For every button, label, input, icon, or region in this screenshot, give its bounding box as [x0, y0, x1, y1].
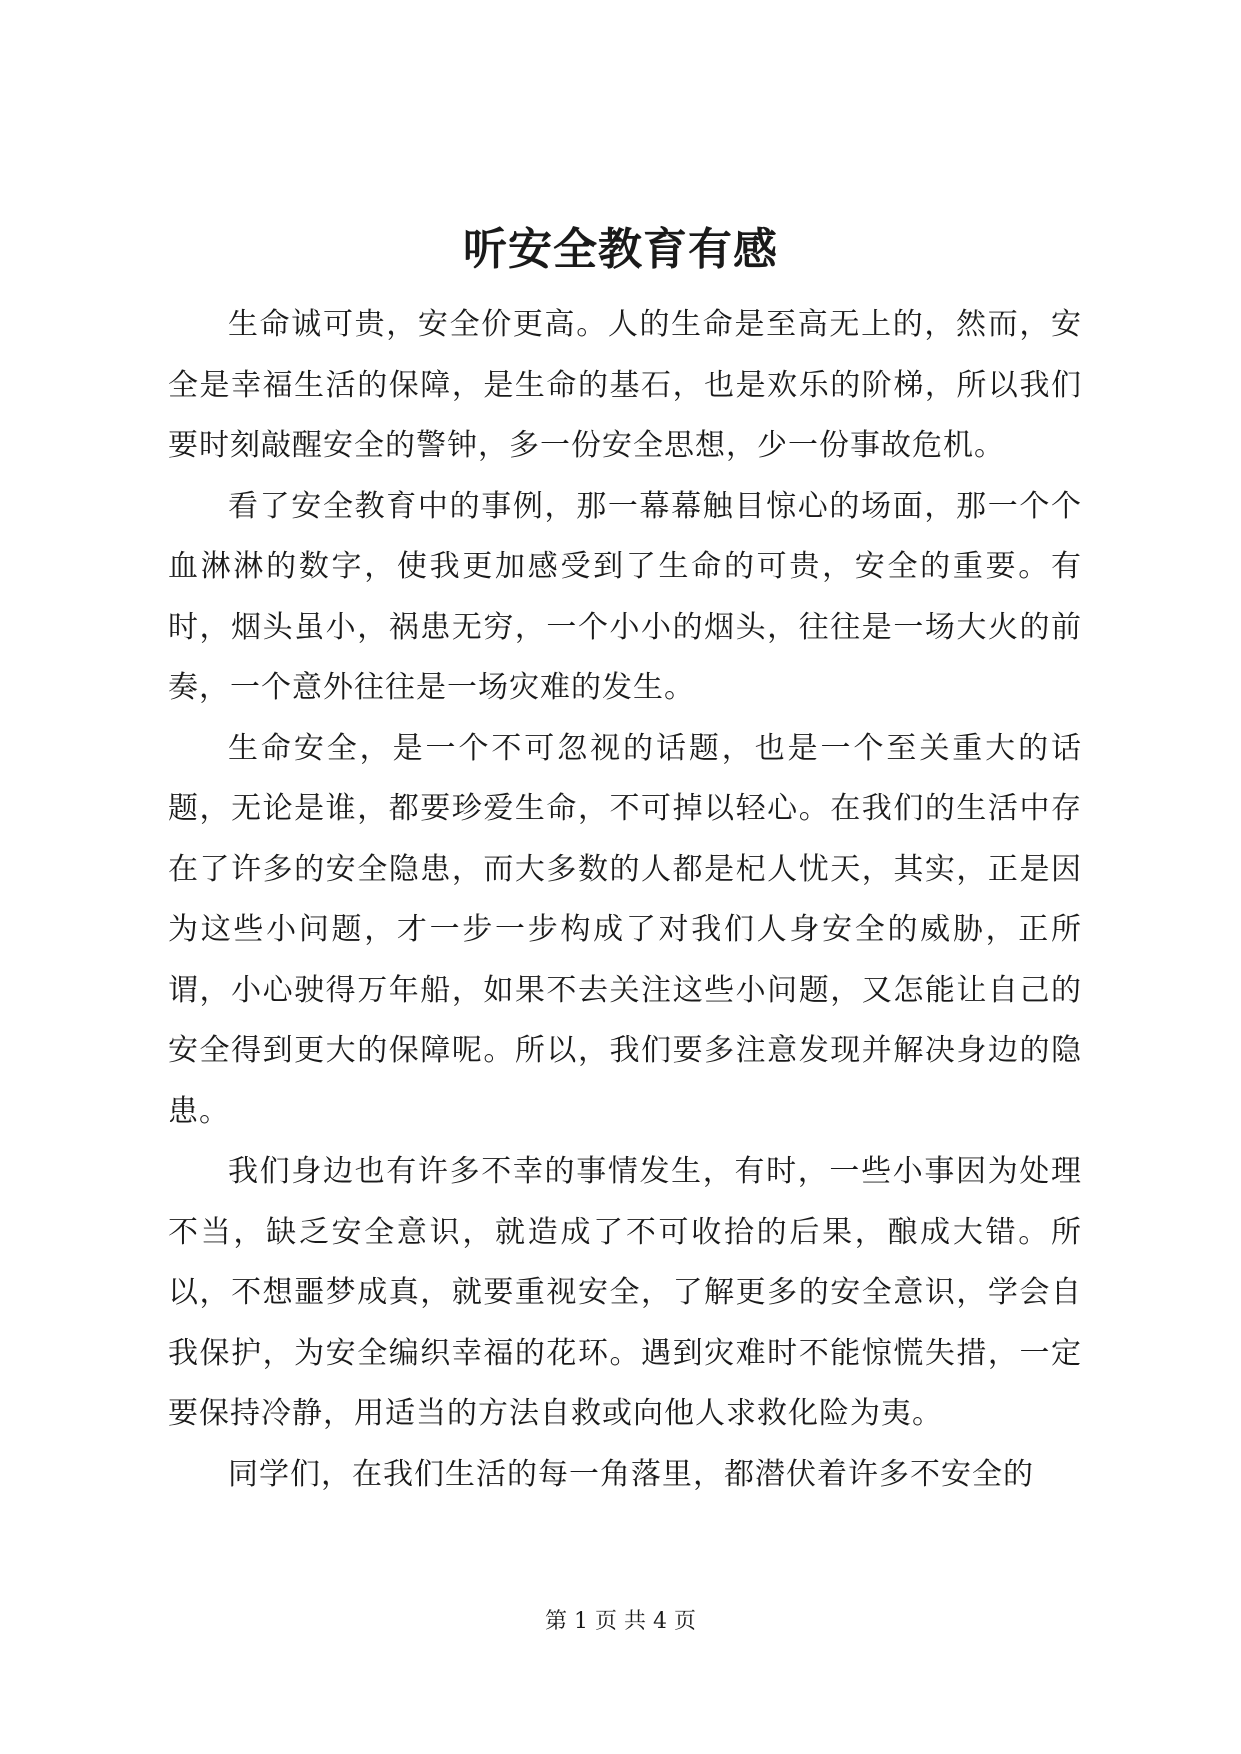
paragraph-2: 看了安全教育中的事例，那一幕幕触目惊心的场面，那一个个血淋淋的数字，使我更加感受到了生命的可贵，安全的重要。有时，烟头虽小，祸患无穷，一个小小的烟头，往往是一场大火的前奏，一个意外往往是一场灾难的发生。 [168, 488, 1082, 705]
document-title: 听安全教育有感 [463, 224, 778, 275]
page-number-footer: 第 1 页 共 4 页 [545, 1609, 696, 1634]
paragraph-4: 我们身边也有许多不幸的事情发生，有时，一些小事因为处理不当，缺乏安全意识，就造成了不可收拾的后果，酿成大错。所以，不想噩梦成真，就要重视安全，了解更多的安全意识，学会自我保护，为安全编织幸福的花环。遇到灾难时不能惊慌失措，一定要保持冷静，用适当的方法自救或向他人求救化险为夷。 [168, 1154, 1082, 1431]
paragraph-5: 同学们，在我们生活的每一角落里，都潜伏着许多不安全的 [228, 1456, 1034, 1492]
document-body [168, 295, 1082, 1505]
paragraph-3: 生命安全，是一个不可忽视的话题，也是一个至关重大的话题，无论是谁，都要珍爱生命，不可掉以轻心。在我们的生活中存在了许多的安全隐患，而大多数的人都是杞人忧天，其实，正是因为这些小问题，才一步一步构成了对我们人身安全的威胁，正所谓，小心驶得万年船，如果不去关注这些小问题，又怎能让自己的安全得到更大的保障呢。所以，我们要多注意发现并解决身边的隐患。 [168, 730, 1082, 1129]
paragraph-1: 生命诚可贵，安全价更高。人的生命是至高无上的，然而，安全是幸福生活的保障，是生命的基石，也是欢乐的阶梯，所以我们要时刻敲醒安全的警钟，多一份安全思想，少一份事故危机。 [168, 307, 1082, 463]
